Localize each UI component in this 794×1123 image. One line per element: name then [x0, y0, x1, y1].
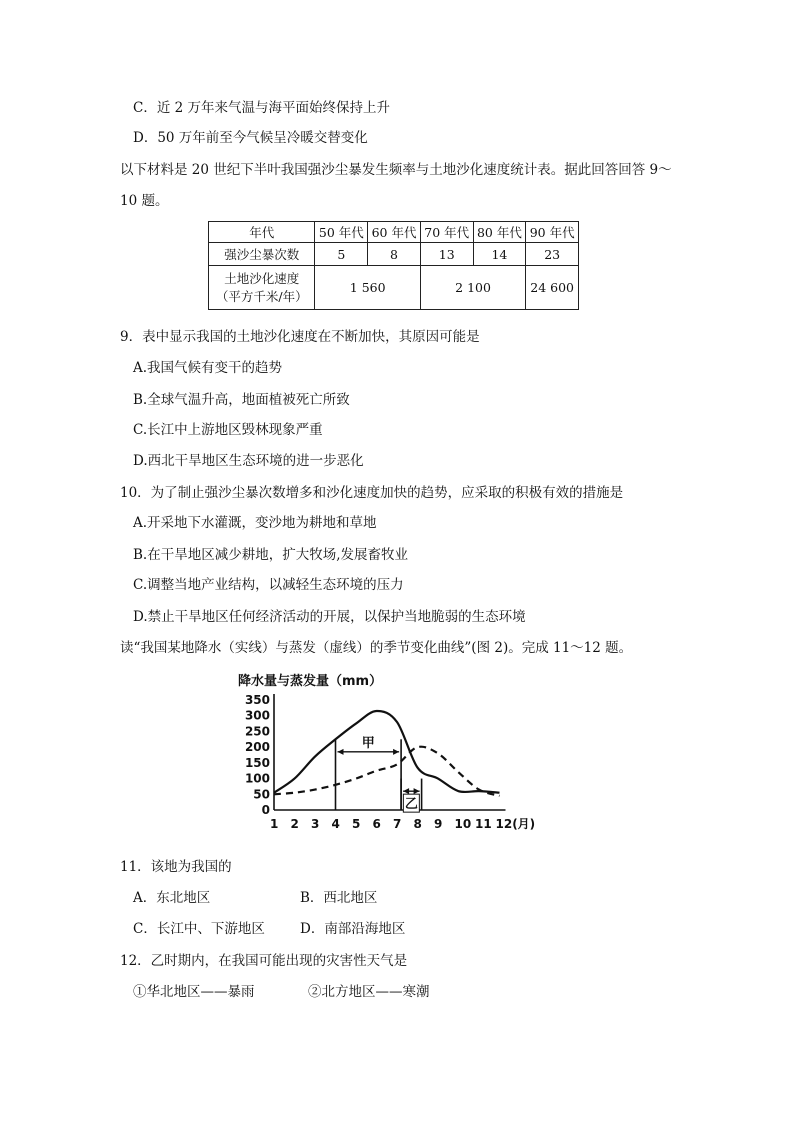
span-label: 乙 [404, 797, 418, 813]
cell: 1 560 [315, 266, 420, 310]
option-11a: A．东北地区 [133, 890, 211, 906]
y-tick-label: 50 [253, 787, 270, 802]
x-tick-label: 5 [352, 817, 361, 831]
x-tick-label: 12(月) [495, 817, 536, 831]
cell: 23 [526, 243, 579, 266]
x-tick-label: 9 [434, 817, 443, 831]
option-8d: D．50 万年前至今气候呈冷暖交替变化 [133, 130, 368, 146]
cell: 13 [420, 243, 473, 266]
chart-svg [230, 668, 552, 843]
option-10a: A.开采地下水灌溉，变沙地为耕地和草地 [133, 515, 377, 531]
option-9a: A.我国气候有变干的趋势 [133, 360, 283, 376]
y-tick-label: 100 [244, 771, 270, 786]
span-arrowhead-left [338, 749, 344, 755]
y-tick-label: 200 [244, 740, 270, 755]
chart-title: 降水量与蒸发量（mm） [238, 674, 383, 689]
row-label-desert [209, 266, 315, 310]
option-10b: B.在干旱地区减少耕地，扩大牧场,发展畜牧业 [133, 547, 409, 563]
span-label: 甲 [361, 735, 375, 751]
option-11b: B．西北地区 [300, 890, 378, 906]
span-arrowhead-right [393, 749, 399, 755]
option-9c: C.长江中上游地区毁林现象严重 [133, 422, 323, 438]
x-tick-label: 1 [270, 817, 279, 831]
x-tick-label: 11 [475, 817, 492, 831]
question-9: 9．表中显示我国的土地沙化速度在不断加快，其原因可能是 [120, 329, 480, 345]
cell: 5 [315, 243, 368, 266]
intro-9-10: 以下材料是 20 世纪下半叶我国强沙尘暴发生频率与土地沙化速度统计表。据此回答回答 9～ [120, 162, 672, 178]
span-arrowhead-left [403, 788, 409, 794]
option-12-1: ①华北地区——暴雨 [133, 984, 255, 1000]
option-9d: D.西北干旱地区生态环境的进一步恶化 [133, 453, 364, 469]
question-12: 12．乙时期内，在我国可能出现的灾害性天气是 [120, 953, 408, 969]
precip-evap-chart [230, 668, 552, 843]
y-tick-label: 250 [244, 724, 270, 739]
question-11: 11．该地为我国的 [120, 859, 232, 875]
th-90s: 90 年代 [526, 222, 579, 243]
x-tick-label: 8 [413, 817, 422, 831]
x-tick-label: 4 [331, 817, 340, 831]
th-80s: 80 年代 [473, 222, 526, 243]
row-label-desert-a: 土地沙化速度 [224, 270, 300, 286]
row-label-storms: 强沙尘暴次数 [209, 243, 315, 266]
cell: 8 [368, 243, 421, 266]
th-60s: 60 年代 [368, 222, 421, 243]
y-tick-label: 350 [244, 693, 270, 707]
th-50s: 50 年代 [315, 222, 368, 243]
intro-11-12: 读“我国某地降水（实线）与蒸发（虚线）的季节变化曲线”(图 2)。完成 11～12 题。 [120, 640, 633, 656]
cell: 24 600 [526, 266, 579, 310]
span-arrowhead-right [414, 788, 420, 794]
row-label-desert-b: （平方千米/年） [215, 288, 308, 304]
intro-9-10-cont: 10 题。 [120, 193, 169, 209]
option-10d: D.禁止干旱地区任何经济活动的开展，以保护当地脆弱的生态环境 [133, 609, 526, 625]
option-11d: D．南部沿海地区 [300, 921, 406, 937]
option-10c: C.调整当地产业结构，以减轻生态环境的压力 [133, 577, 404, 593]
x-tick-label: 7 [393, 817, 402, 831]
y-tick-label: 300 [244, 708, 270, 723]
x-tick-label: 10 [454, 817, 472, 831]
cell: 2 100 [420, 266, 525, 310]
cell: 14 [473, 243, 526, 266]
y-tick-label: 0 [261, 803, 270, 817]
x-tick-label: 6 [372, 817, 381, 831]
series-evaporation-line [274, 747, 500, 796]
y-tick-label: 150 [244, 755, 270, 770]
th-era: 年代 [209, 222, 315, 243]
option-11c: C．长江中、下游地区 [133, 921, 265, 937]
option-12-2: ②北方地区——寒潮 [308, 984, 430, 1000]
question-10: 10．为了制止强沙尘暴次数增多和沙化速度加快的趋势，应采取的积极有效的措施是 [120, 485, 624, 501]
th-70s: 70 年代 [420, 222, 473, 243]
option-8c: C．近 2 万年来气温与海平面始终保持上升 [133, 100, 391, 116]
x-tick-label: 2 [290, 817, 299, 831]
option-9b: B.全球气温升高，地面植被死亡所致 [133, 392, 350, 408]
stats-table [208, 221, 579, 310]
x-tick-label: 3 [311, 817, 320, 831]
